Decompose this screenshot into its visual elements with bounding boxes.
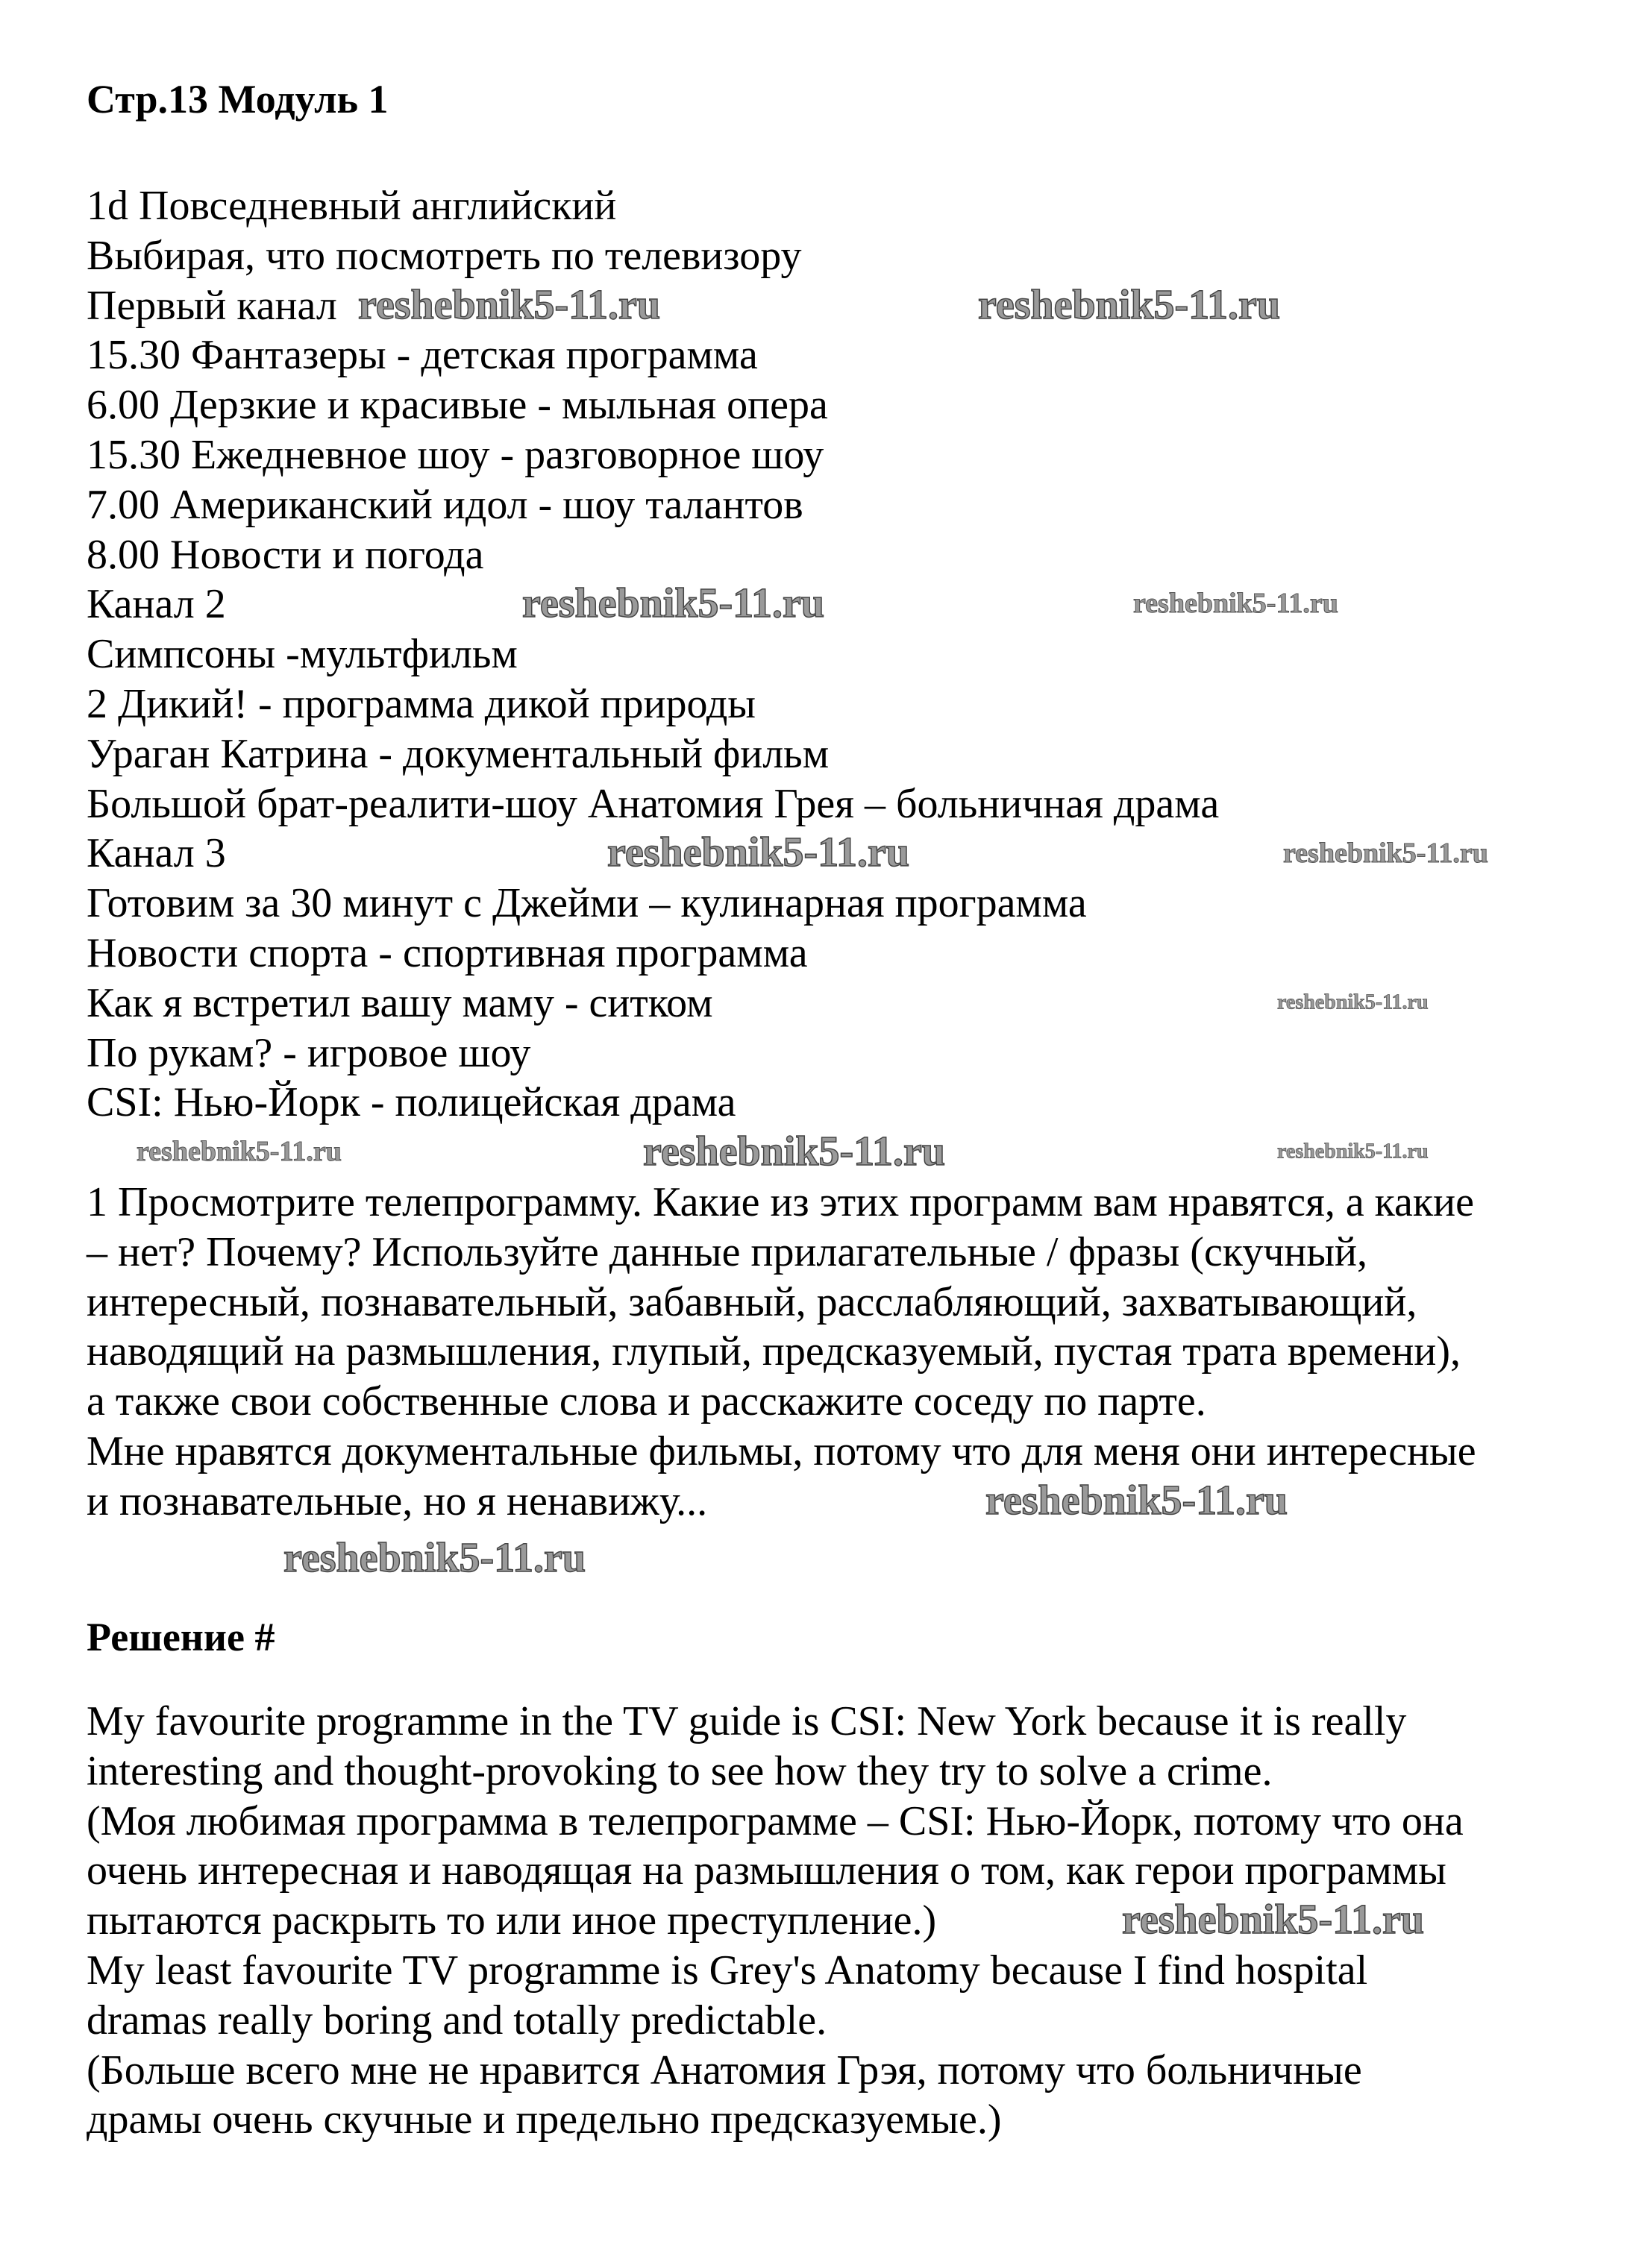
text-line: My least favourite TV programme is Grey's Anatomy because I find hospital [87, 1947, 1368, 1994]
watermark: reshebnik5-11.ru [1122, 1897, 1425, 1944]
text-line: Как я встретил вашу маму - ситком [87, 979, 713, 1026]
text-line: Новости спорта - спортивная программа [87, 929, 808, 976]
watermark: reshebnik5-11.ru [607, 829, 910, 876]
page-title: Стр.13 Модуль 1 [87, 77, 389, 122]
text-line: Канал 2 [87, 581, 226, 628]
text-line: Большой брат-реалити-шоу Анатомия Грея – больничная драма [87, 780, 1220, 827]
text-line: Выбирая, что посмотреть по телевизору [87, 232, 802, 279]
text-line: интересный, познавательный, забавный, расслабляющий, захватывающий, [87, 1278, 1417, 1325]
text-line: Канал 3 [87, 830, 226, 877]
text-line: CSI: Нью-Йорк - полицейская драма [87, 1079, 736, 1126]
text-line: По рукам? - игровое шоу [87, 1029, 531, 1076]
watermark: reshebnik5-11.ru [1283, 838, 1488, 870]
text-line: interesting and thought-provoking to see how they try to solve a crime. [87, 1747, 1273, 1794]
text-line: 6.00 Дерзкие и красивые - мыльная опера [87, 382, 828, 429]
watermark: reshebnik5-11.ru [1277, 990, 1429, 1014]
text-line: Готовим за 30 минут с Джейми – кулинарная программа [87, 880, 1087, 927]
text-line: 1 Просмотрите телепрограмму. Какие из этих программ вам нравятся, а какие [87, 1178, 1474, 1225]
watermark: reshebnik5-11.ru [978, 282, 1281, 329]
text-line: My favourite programme in the TV guide is CSI: New York because it is really [87, 1698, 1407, 1744]
text-line: dramas really boring and totally predictable. [87, 1997, 827, 2044]
text-line: пытаются раскрыть то или иное преступление.) [87, 1897, 937, 1944]
watermark: reshebnik5-11.ru [358, 282, 661, 329]
text-line: очень интересная и наводящая на размышления о том, как герои программы [87, 1847, 1446, 1894]
watermark: reshebnik5-11.ru [522, 580, 825, 627]
text-line: Первый канал [87, 282, 337, 329]
solution-heading: Решение # [87, 1615, 275, 1659]
text-line: – нет? Почему? Используйте данные прилагательные / фразы (скучный, [87, 1228, 1367, 1275]
text-line: 7.00 Американский идол - шоу талантов [87, 481, 803, 528]
text-line: а также свои собственные слова и расскажите соседу по парте. [87, 1378, 1206, 1425]
watermark: reshebnik5-11.ru [643, 1128, 946, 1175]
watermark: reshebnik5-11.ru [1277, 1140, 1429, 1163]
text-line: 8.00 Новости и погода [87, 531, 484, 578]
text-line: 1d Повседневный английский [87, 183, 617, 229]
text-line: (Моя любимая программа в телепрограмме – CSI: Нью-Йорк, потому что она [87, 1797, 1464, 1844]
text-line: 2 Дикий! - программа дикой природы [87, 680, 756, 727]
text-line: драмы очень скучные и предельно предсказуемые.) [87, 2096, 1002, 2143]
text-line: наводящий на размышления, глупый, предсказуемый, пустая трата времени), [87, 1328, 1461, 1375]
text-line: и познавательные, но я ненавижу... [87, 1477, 708, 1524]
text-line: Мне нравятся документальные фильмы, потому что для меня они интересные [87, 1427, 1476, 1474]
text-line: 15.30 Ежедневное шоу - разговорное шоу [87, 431, 824, 478]
watermark: reshebnik5-11.ru [1133, 588, 1338, 620]
watermark: reshebnik5-11.ru [283, 1535, 586, 1582]
text-line: Симпсоны -мультфильм [87, 631, 518, 678]
text-line: Ураган Катрина - документальный фильм [87, 730, 830, 777]
text-line: (Больше всего мне не нравится Анатомия Грэя, потому что больничные [87, 2046, 1362, 2093]
watermark: reshebnik5-11.ru [137, 1136, 342, 1168]
watermark: reshebnik5-11.ru [985, 1477, 1288, 1524]
text-line: 15.30 Фантазеры - детская программа [87, 332, 758, 379]
